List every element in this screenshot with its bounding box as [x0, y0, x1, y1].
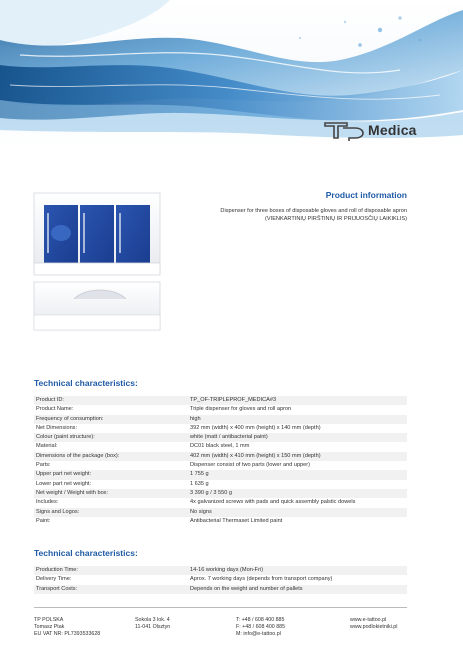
table-row [34, 585, 407, 594]
table-row [34, 508, 407, 517]
spec-key: Product ID: [34, 396, 188, 405]
spec-key: Upper part net weight: [34, 470, 188, 479]
spec-value: 1 755 g [188, 470, 407, 479]
table-row [34, 415, 407, 424]
footer-website-link[interactable]: www.podlokietniki.pl [350, 623, 398, 630]
table-row [34, 517, 407, 526]
table-row [34, 498, 407, 507]
spec-key: Frequency of consumption: [34, 415, 188, 424]
table-row [34, 405, 407, 414]
footer-address [135, 617, 170, 631]
tp-logo-mark-icon [323, 118, 367, 142]
spec-key: Transport Costs: [34, 585, 188, 594]
footer-line: T: +48 / 608 400 885 [236, 617, 285, 623]
spec-key: Material: [36, 443, 58, 450]
spec-value: 3 390 g / 3 550 g [188, 489, 407, 498]
table-row [34, 575, 407, 584]
technical-characteristics-title-2: Technical characteristics: [34, 548, 138, 558]
spec-value: white (matt / antibacterial paint) [188, 433, 407, 442]
footer-divider [34, 607, 407, 608]
spec-value: 392 mm (width) x 400 mm (height) x 140 mm (depth) [190, 424, 321, 431]
spec-key: Net Dimensions: [36, 424, 78, 431]
spec-key: Includes: [36, 499, 59, 506]
spec-key: Dimensions of the package (box): [34, 452, 188, 461]
spec-value: Aprox. 7 working days (depends from transport company) [190, 576, 333, 583]
table-row [34, 452, 407, 461]
spec-value: 4x galvanized screws with pads and quick assembly palstic dowels [190, 499, 356, 506]
technical-specs-table [34, 396, 407, 526]
spec-value: 14-16 working days (Mon-Fri) [188, 566, 407, 575]
logistics-specs-table [34, 566, 407, 594]
footer-line: EU VAT NR: PL7393533628 [34, 630, 101, 637]
footer-contact [236, 617, 285, 637]
spec-value: DC01 black steel, 1 mm [190, 443, 250, 450]
spec-key: Delivery Time: [36, 576, 72, 583]
spec-key: Colour (paint structure): [34, 433, 188, 442]
spec-value: 1 635 g [190, 480, 209, 487]
footer-line: 11-041 Olsztyn [135, 623, 171, 630]
spec-key: Product Name: [36, 406, 74, 413]
spec-value: Triple dispenser for gloves and roll apron [190, 406, 292, 413]
footer-company [34, 617, 100, 637]
footer-line: F: +48 / 608 400 885 [236, 623, 286, 630]
product-info-title: Product information [325, 190, 407, 200]
spec-value: Dispenser consist of two parts (lower and upper) [190, 462, 311, 469]
table-row [34, 442, 407, 451]
spec-value: No signs [188, 508, 407, 517]
footer-line: Sokola 3 lok. 4 [135, 617, 170, 623]
spec-value: 402 mm (width) x 410 mm (height) x 150 mm (depth) [188, 452, 407, 461]
table-row [34, 566, 407, 575]
technical-characteristics-title: Technical characteristics: [34, 378, 138, 388]
spec-key: Signs and Logos: [34, 508, 188, 517]
footer-line: M: info@e-tattoo.pl [236, 630, 281, 637]
table-row [34, 433, 407, 442]
spec-value: high [188, 415, 407, 424]
footer-line: Tomasz Ptak [34, 623, 65, 630]
spec-key: Lower part net weight: [36, 480, 92, 487]
spec-key: Paint: [36, 517, 51, 524]
footer-line: TP POLSKA [34, 617, 64, 623]
footer-web [350, 617, 397, 631]
product-description-line: (VIENKARTINIŲ PIRŠTINIŲ IR PRIJUOSČIŲ LAIKIKLIS) [265, 216, 407, 223]
product-info-description [147, 207, 407, 224]
table-row [34, 489, 407, 498]
footer-website-link[interactable]: www.e-tattoo.pl [350, 617, 387, 623]
product-description-line: Dispenser for three boxes of disposable gloves and roll of disposable apron [220, 208, 407, 214]
table-row [34, 396, 407, 405]
spec-value: TP_OF-TRIPLEPROF_MEDICA#3 [188, 396, 407, 405]
table-row [34, 480, 407, 489]
table-row [34, 424, 407, 433]
logo-wordmark: Medica [368, 122, 417, 138]
table-row [34, 470, 407, 479]
tp-medica-logo [323, 118, 417, 142]
spec-key: Production Time: [34, 566, 188, 575]
spec-value: Depends on the weight and number of pallets [188, 585, 407, 594]
spec-key: Parts: [36, 462, 51, 469]
spec-key: Net weight / Weight with box: [34, 489, 188, 498]
spec-value: Antibacterial Thermaset Limited paint [190, 517, 283, 524]
table-row [34, 461, 407, 470]
